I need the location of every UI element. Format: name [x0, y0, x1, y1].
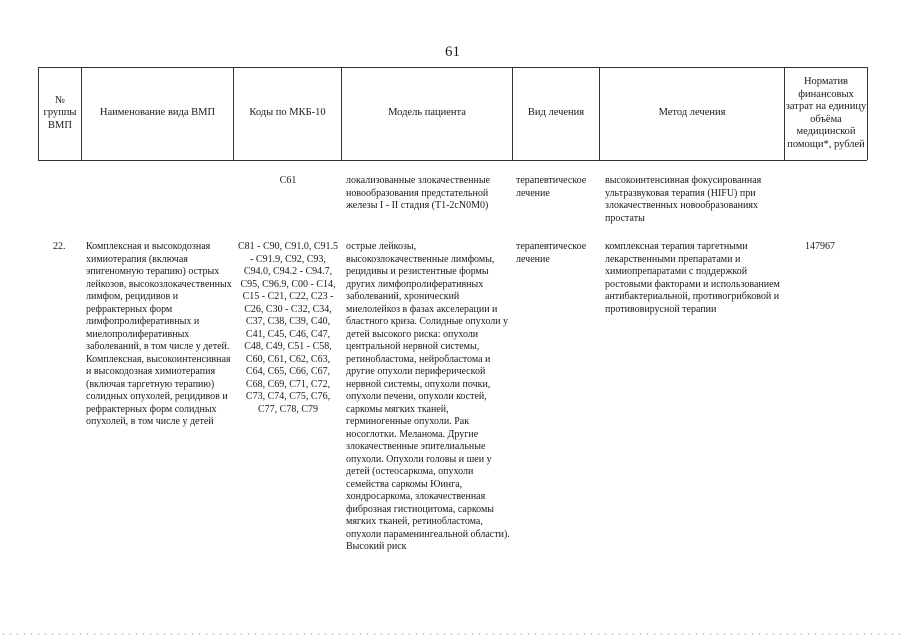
row1-treatment-type: терапевтическое лечение	[516, 175, 587, 199]
scan-noise-dots	[0, 631, 905, 637]
row2-method: комплексная терапия таргетными лекарственными препаратами и химиопрепаратами с поддержкой ростовыми факторами и использованием антибактериальной, противогрибковой и противовирусной терапии	[605, 241, 780, 315]
header-model: Модель пациента	[388, 107, 466, 119]
page-number: 61	[445, 44, 460, 60]
row2-name: Комплексная и высокодозная химиотерапия (включая эпигеномную терапию) острых лейкозов, высокозлокачественных лимфом, рецидивов и рефрактерных форм лимфопролиферативных и миелопролиферативных заболеваний, в том числе у детей. Комплексная, высокоинтенсивная и высокодозная химиотерапия (включая таргетную терапию) солидных опухолей, рецидивов и рефрактерных форм солидных опухолей, в том числе у детей	[86, 241, 232, 427]
row1-method: высокоинтенсивная фокусированная ультразвуковая терапия (HIFU) при злокачественных новообразованиях простаты	[605, 175, 762, 224]
header-method: Метод лечения	[658, 107, 726, 119]
header-codes: Коды по МКБ-10	[249, 107, 326, 119]
header-norm: Норматив финансовых затрат на единицу объёма медицинской помощи*, рублей	[785, 76, 867, 150]
header-name: Наименование вида ВМП	[99, 107, 216, 119]
row1-codes: C61	[279, 175, 297, 186]
row2-norm: 147967	[805, 241, 835, 252]
row1-model: локализованные злокачественные новообразования предстательной железы I - II стадия (T1-2cN0M0)	[346, 175, 491, 211]
header-group-no: № группы ВМП	[43, 94, 77, 131]
row2-group-no: 22.	[53, 241, 66, 252]
header-treatment-type: Вид лечения	[527, 107, 585, 119]
row2-codes: C81 - C90, C91.0, C91.5 - C91.9, C92, C93, C94.0, C94.2 - C94.7, C95, C96.9, C00 - C14, C15 - C21, C22, C23 - C26, C30 - C32, C34, C37, C38, C39, C40, C41, C45, C46, C47, C48, C49, C51 - C58, C60, C61, C62, C63, C64, C65, C66, C67, C68, C69, C71, C72, C73, C74, C75, C76, C77, C78, C79	[237, 241, 338, 415]
row2-treatment-type: терапевтическое лечение	[516, 241, 587, 265]
column-divider	[867, 67, 868, 160]
header-bottom-border	[38, 160, 867, 161]
row2-model: острые лейкозы, высокозлокачественные лимфомы, рецидивы и резистентные формы других лимфопролиферативных заболеваний, хронический миелолейкоз в фазах акселерации и бластного криза. Солидные опухоли у детей высокого риска: опухоли центральной нервной системы, ретинобластома, нейробластома и другие опухоли периферической нервной системы, опухоли почки, опухоли печени, опухоли костей, саркомы мягких тканей, герминогенные опухоли. Рак носоглотки. Меланома. Другие злокачественные эпителиальные опухоли. Опухоли головы и шеи у детей (остеосаркома, опухоли семейства саркомы Юинга, хондросаркома, злокачественная фиброзная гистиоцитома, саркомы мягких тканей, ретинобластома, опухоли параменингеальной области). Высокий риск	[346, 241, 510, 552]
